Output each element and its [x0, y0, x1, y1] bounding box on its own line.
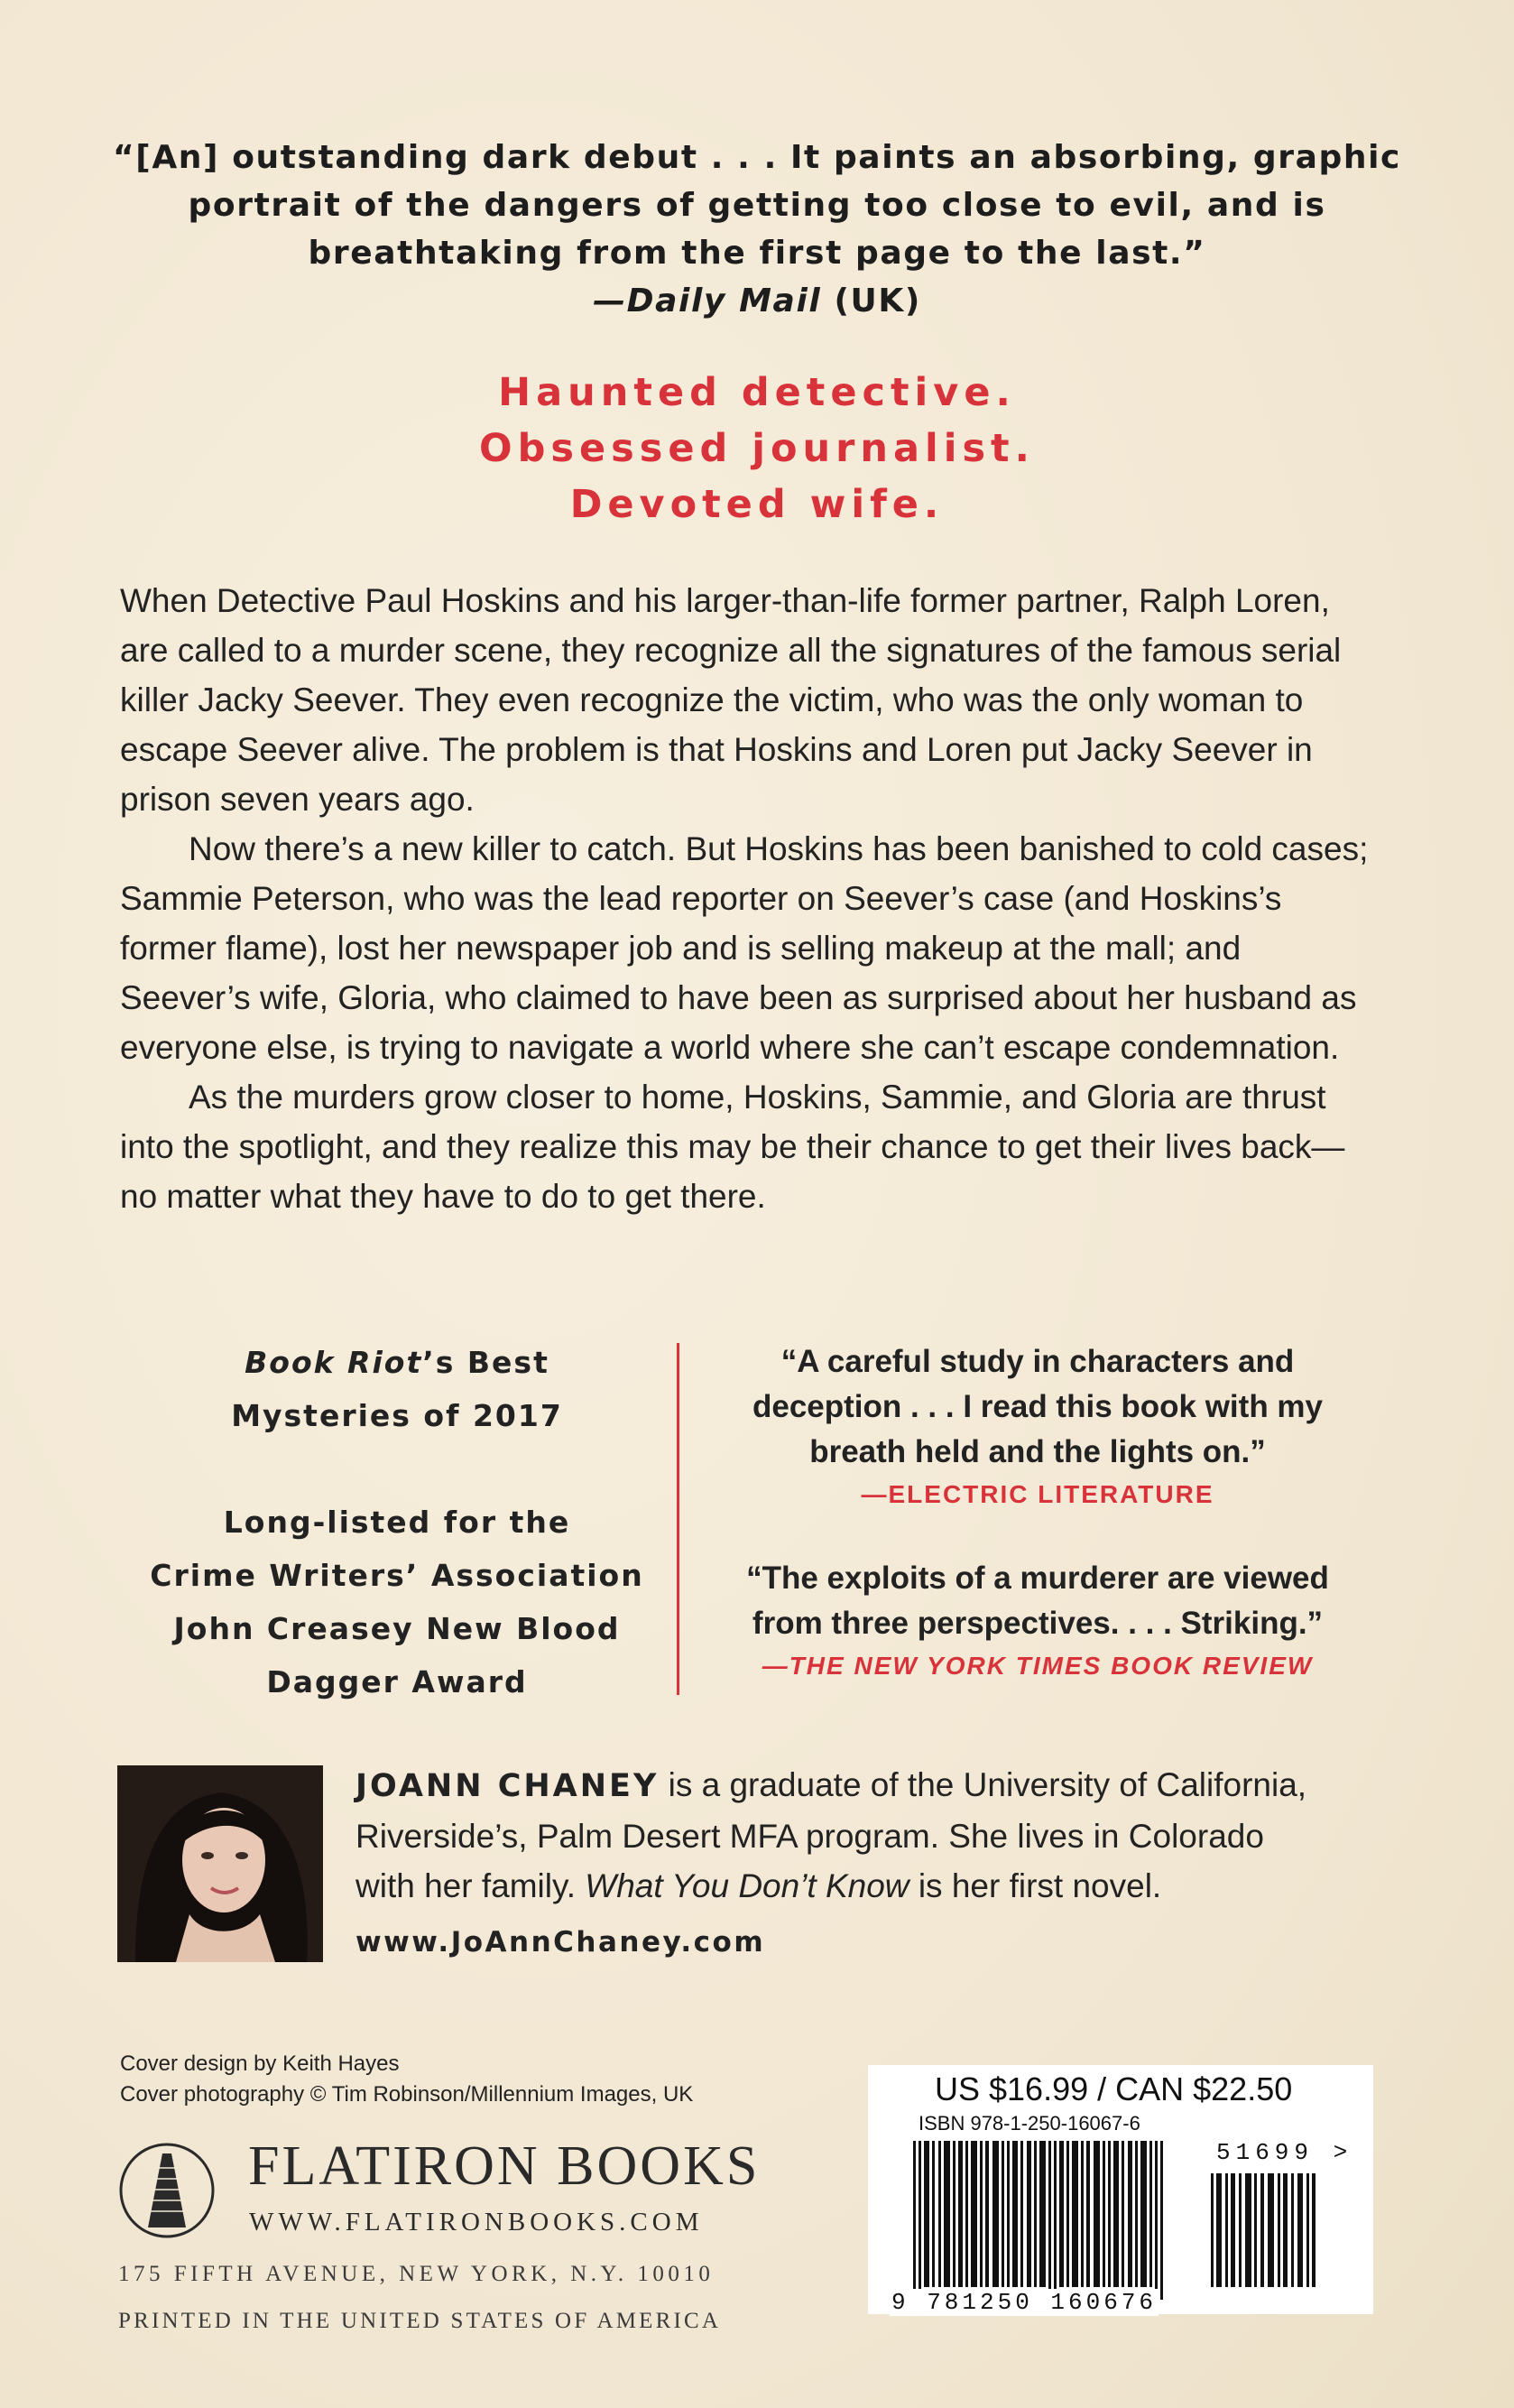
author-name: JOANN CHANEY: [355, 1768, 660, 1804]
isbn: ISBN 978-1-250-16067-6: [919, 2112, 1140, 2135]
publisher-address: 175 FIFTH AVENUE, NEW YORK, N.Y. 10010: [118, 2262, 715, 2286]
synopsis-paragraph: As the murders grow closer to home, Hoskins, Sammie, and Gloria are thrust into the spotlight, and they realize this may be their chance to get their lives back—no matter what they have to do to get there.: [120, 1079, 1345, 1215]
book-riot-rest: ’s Best: [422, 1345, 549, 1380]
publisher-url: WWW.FLATIRONBOOKS.COM: [249, 2208, 704, 2237]
review-line: “The exploits of a murderer are viewed: [746, 1561, 1329, 1596]
attribution-country: (UK): [834, 282, 921, 320]
book-title: What You Don’t Know: [585, 1867, 909, 1904]
bio-line: Riverside’s, Palm Desert MFA program. She lives in Colorado: [355, 1818, 1264, 1855]
cwa-line: Dagger Award: [266, 1664, 528, 1699]
quote-line: portrait of the dangers of getting too close to evil, and is: [188, 187, 1326, 224]
book-riot-accolade: [126, 1336, 668, 1389]
cwa-line: John Creasey New Blood: [173, 1611, 621, 1646]
review-line: breath held and the lights on.”: [809, 1434, 1266, 1469]
review-source: [695, 1646, 1380, 1686]
accolades: [126, 1336, 668, 1709]
quote-attribution: [108, 277, 1406, 325]
bio-line: [355, 1760, 1393, 1811]
cover-design-credit: Cover design by Keith Hayes: [120, 2051, 400, 2076]
author-portrait-icon: [117, 1765, 323, 1962]
review-line: deception . . . I read this book with my: [752, 1389, 1324, 1424]
publisher-name: FLATIRON BOOKS: [248, 2135, 761, 2197]
bio-text: is her first novel.: [909, 1867, 1162, 1904]
cover-photo-credit: Cover photography © Tim Robinson/Millennium Images, UK: [120, 2082, 694, 2107]
price-code: 51699 >: [1216, 2139, 1353, 2166]
bio-line: [355, 1861, 1393, 1911]
synopsis-paragraph: Now there’s a new killer to catch. But Hoskins has been banished to cold cases; Sammie Peterson, who was the lead reporter on Seever’s case (and Hoskins’s former flame), lost her newspaper job and is selling makeup at the mall; and Seever’s wife, Gloria, who claimed to have been as surprised about her husband as everyone else, is trying to navigate a world where she can’t escape condemnation.: [120, 830, 1369, 1066]
attribution-source: —Daily Mail: [593, 282, 822, 320]
review-source: —ELECTRIC LITERATURE: [861, 1480, 1214, 1508]
flatiron-logo-icon: [117, 2141, 217, 2240]
top-review-quote: [108, 134, 1406, 325]
bio-text: is a graduate of the University of California,: [659, 1766, 1307, 1803]
tagline-line: Obsessed journalist.: [479, 426, 1035, 471]
book-riot-title: Book Riot: [245, 1345, 423, 1380]
author-website: www.JoAnnChaney.com: [355, 1926, 766, 1959]
tagline-line: Haunted detective.: [498, 370, 1016, 415]
review-source-text: —THE NEW YORK TIMES BOOK REVIEW: [762, 1652, 1314, 1680]
review-line: “A careful study in characters and: [780, 1344, 1295, 1379]
quote-line: “[An] outstanding dark debut . . . It paints an absorbing, graphic: [113, 139, 1401, 176]
cwa-line: Crime Writers’ Association: [150, 1558, 644, 1593]
synopsis-paragraph: When Detective Paul Hoskins and his larger-than-life former partner, Ralph Loren, are called to a murder scene, they recognize all the signatures of the famous serial killer Jacky Seever. They even recognize the victim, who was the only woman to escape Seever alive. The problem is that Hoskins and Loren put Jacky Seever in prison seven years ago.: [120, 582, 1342, 818]
review-line: from three perspectives. . . . Striking.”: [752, 1606, 1324, 1641]
author-bio: [355, 1760, 1393, 1911]
tagline-line: Devoted wife.: [569, 482, 945, 527]
synopsis: [120, 576, 1374, 1221]
author-photo: [117, 1765, 323, 1962]
tagline: [108, 365, 1406, 533]
review-quotes: [695, 1339, 1380, 1686]
bio-text: with her family.: [355, 1867, 586, 1904]
quote-line: breathtaking from the first page to the last.”: [308, 235, 1206, 272]
book-riot-line2: Mysteries of 2017: [231, 1398, 563, 1433]
cover-credits: [120, 2049, 693, 2110]
printed-in: PRINTED IN THE UNITED STATES OF AMERICA: [118, 2309, 722, 2333]
cwa-line: Long-listed for the: [223, 1505, 571, 1540]
red-divider: [677, 1343, 679, 1695]
price: US $16.99 / CAN $22.50: [935, 2070, 1293, 2107]
isbn-digits: 9 781250 160676: [891, 2289, 1158, 2316]
